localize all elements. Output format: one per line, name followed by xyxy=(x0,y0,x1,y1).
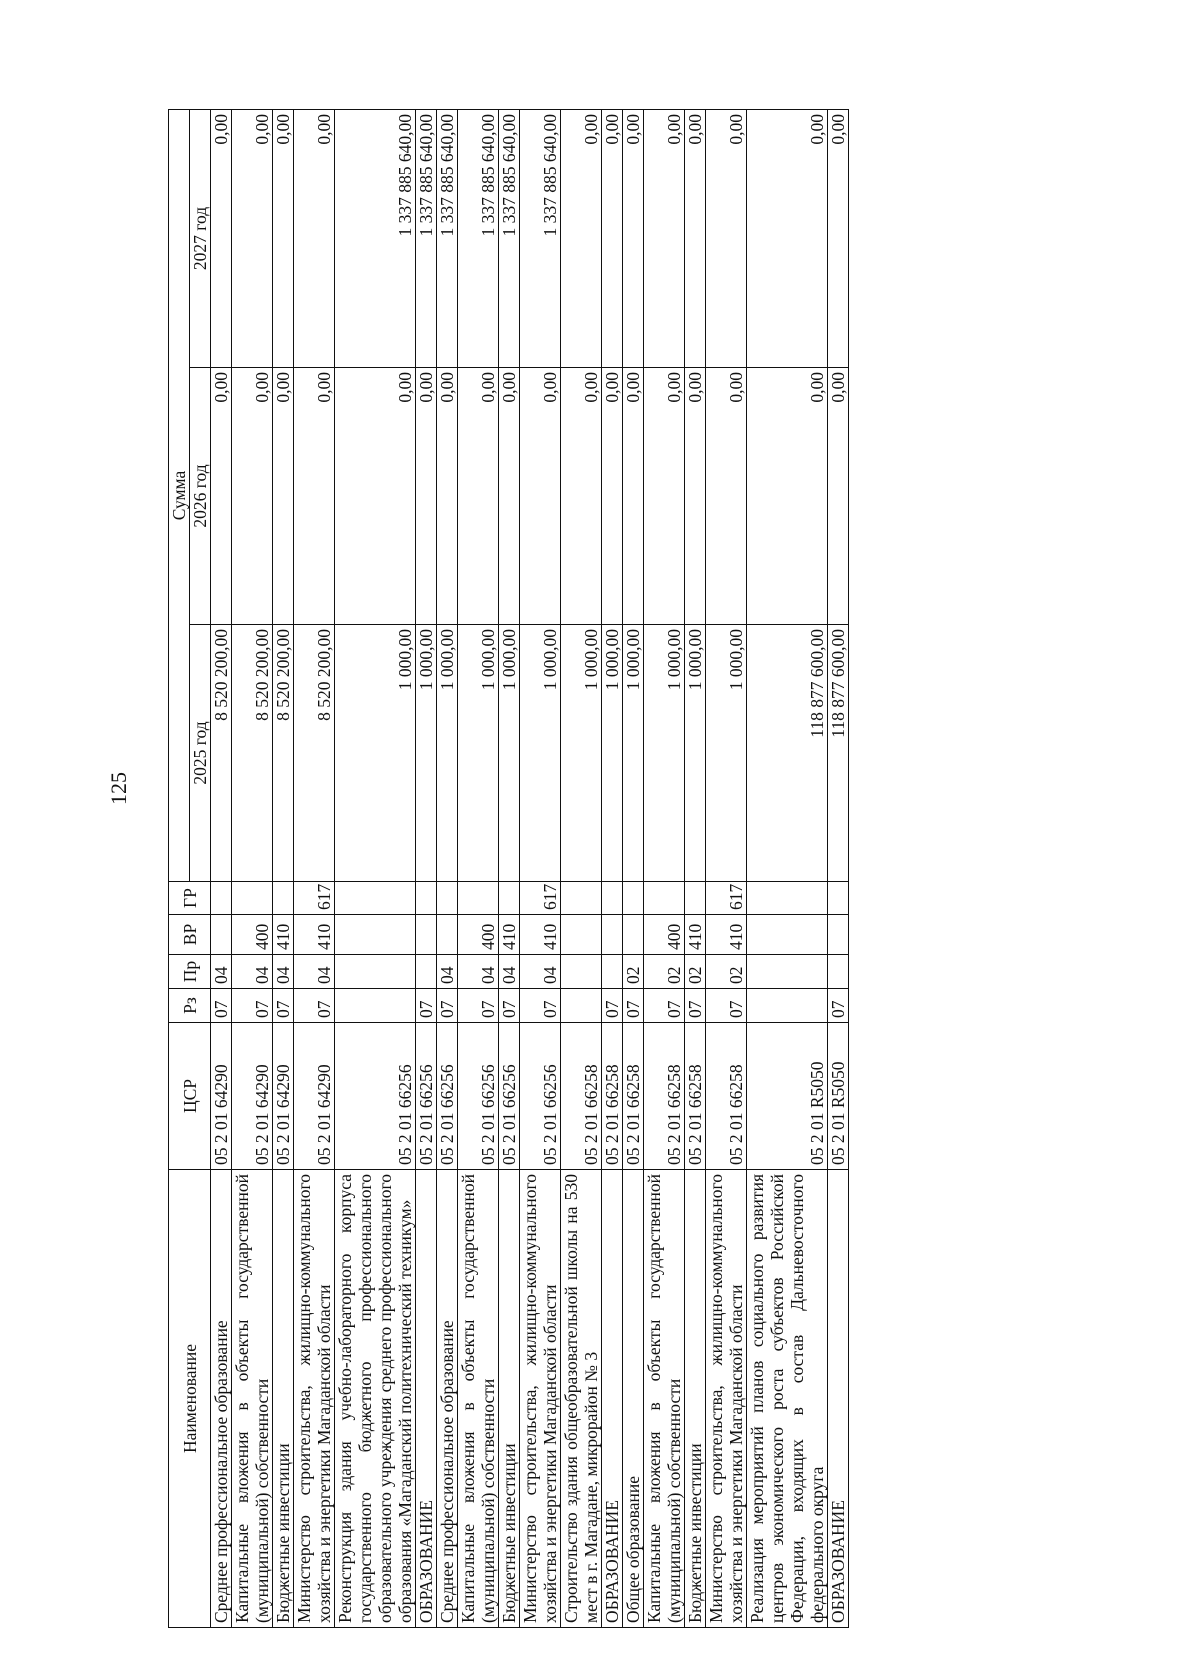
cell-pr xyxy=(828,955,849,989)
header-year-2027: 2027 год xyxy=(190,109,211,367)
cell-2026: 0,00 xyxy=(458,368,499,625)
cell-vr: 400 xyxy=(458,915,499,955)
cell-2026: 0,00 xyxy=(747,368,828,625)
cell-csr: 05 2 01 64290 xyxy=(273,1023,294,1170)
cell-pr: 02 xyxy=(644,955,685,989)
table-row xyxy=(294,109,335,1627)
cell-name: Реконструкция здания учебно-лабораторного корпуса государственного бюджетного профессионального образовательного учреждения среднего профессионального образования «Магаданский политехнический техникум» xyxy=(335,1170,416,1628)
cell-vr: 410 xyxy=(685,915,706,955)
cell-2027: 0,00 xyxy=(623,109,644,367)
cell-name: Среднее профессиональное образование xyxy=(437,1170,458,1628)
cell-rz xyxy=(747,989,828,1023)
cell-vr: 410 xyxy=(499,915,520,955)
cell-vr xyxy=(602,915,623,955)
cell-2027: 1 337 885 640,00 xyxy=(520,109,561,367)
cell-2027: 0,00 xyxy=(747,109,828,367)
cell-pr xyxy=(747,955,828,989)
cell-vr xyxy=(623,915,644,955)
cell-2026: 0,00 xyxy=(232,368,273,625)
table-row xyxy=(232,109,273,1627)
cell-csr: 05 2 01 64290 xyxy=(232,1023,273,1170)
cell-name: Министерство строительства, жилищно-коммунального хозяйства и энергетики Магаданской области xyxy=(294,1170,335,1628)
cell-rz: 07 xyxy=(602,989,623,1023)
cell-2027: 0,00 xyxy=(232,109,273,367)
cell-2027: 0,00 xyxy=(561,109,602,367)
cell-rz: 07 xyxy=(499,989,520,1023)
table-row xyxy=(828,109,849,1627)
cell-name: Строительство здания общеобразовательной школы на 530 мест в г. Магадане, микрорайон № 3 xyxy=(561,1170,602,1628)
header-rz: Рз xyxy=(169,989,211,1023)
table-row xyxy=(335,109,416,1627)
cell-vr: 410 xyxy=(520,915,561,955)
cell-2025: 1 000,00 xyxy=(416,625,437,882)
cell-2027: 1 337 885 640,00 xyxy=(499,109,520,367)
cell-gr xyxy=(273,882,294,915)
cell-vr xyxy=(437,915,458,955)
header-name: Наименование xyxy=(169,1170,211,1628)
cell-vr xyxy=(561,915,602,955)
cell-2027: 1 337 885 640,00 xyxy=(458,109,499,367)
table-row xyxy=(273,109,294,1627)
cell-2026: 0,00 xyxy=(623,368,644,625)
cell-gr xyxy=(416,882,437,915)
cell-pr: 04 xyxy=(211,955,232,989)
cell-2026: 0,00 xyxy=(294,368,335,625)
table-row xyxy=(602,109,623,1627)
cell-2025: 118 877 600,00 xyxy=(747,625,828,882)
cell-2026: 0,00 xyxy=(644,368,685,625)
cell-name: ОБРАЗОВАНИЕ xyxy=(416,1170,437,1628)
cell-csr: 05 2 01 R5050 xyxy=(828,1023,849,1170)
cell-csr: 05 2 01 66256 xyxy=(335,1023,416,1170)
cell-pr xyxy=(335,955,416,989)
cell-rz: 07 xyxy=(437,989,458,1023)
cell-csr: 05 2 01 66256 xyxy=(437,1023,458,1170)
cell-2027: 0,00 xyxy=(828,109,849,367)
cell-vr xyxy=(828,915,849,955)
cell-name: Бюджетные инвестиции xyxy=(273,1170,294,1628)
cell-csr: 05 2 01 66258 xyxy=(706,1023,747,1170)
cell-2025: 8 520 200,00 xyxy=(232,625,273,882)
cell-name: Капитальные вложения в объекты государственной (муниципальной) собственности xyxy=(644,1170,685,1628)
cell-2027: 1 337 885 640,00 xyxy=(335,109,416,367)
cell-pr: 04 xyxy=(294,955,335,989)
cell-gr xyxy=(561,882,602,915)
cell-gr xyxy=(623,882,644,915)
cell-csr: 05 2 01 64290 xyxy=(211,1023,232,1170)
cell-2026: 0,00 xyxy=(520,368,561,625)
cell-csr: 05 2 01 66258 xyxy=(561,1023,602,1170)
cell-name: Министерство строительства, жилищно-коммунального хозяйства и энергетики Магаданской области xyxy=(706,1170,747,1628)
cell-pr: 02 xyxy=(685,955,706,989)
cell-rz: 07 xyxy=(211,989,232,1023)
cell-pr: 04 xyxy=(232,955,273,989)
cell-2025: 1 000,00 xyxy=(520,625,561,882)
cell-vr xyxy=(747,915,828,955)
cell-csr: 05 2 01 66258 xyxy=(685,1023,706,1170)
page-number: 125 xyxy=(106,772,131,805)
table-body xyxy=(211,109,849,1627)
cell-csr: 05 2 01 66256 xyxy=(520,1023,561,1170)
cell-csr: 05 2 01 R5050 xyxy=(747,1023,828,1170)
cell-vr: 400 xyxy=(232,915,273,955)
cell-pr: 04 xyxy=(520,955,561,989)
cell-2025: 1 000,00 xyxy=(602,625,623,882)
cell-2026: 0,00 xyxy=(561,368,602,625)
cell-2027: 0,00 xyxy=(273,109,294,367)
cell-rz: 07 xyxy=(520,989,561,1023)
cell-2026: 0,00 xyxy=(685,368,706,625)
cell-name: Бюджетные инвестиции xyxy=(685,1170,706,1628)
cell-gr: 617 xyxy=(520,882,561,915)
cell-rz: 07 xyxy=(828,989,849,1023)
cell-rz xyxy=(335,989,416,1023)
cell-vr xyxy=(335,915,416,955)
cell-rz: 07 xyxy=(623,989,644,1023)
cell-pr: 02 xyxy=(706,955,747,989)
cell-2025: 1 000,00 xyxy=(685,625,706,882)
cell-gr: 617 xyxy=(294,882,335,915)
cell-2026: 0,00 xyxy=(437,368,458,625)
cell-rz: 07 xyxy=(644,989,685,1023)
cell-name: Бюджетные инвестиции xyxy=(499,1170,520,1628)
cell-2027: 0,00 xyxy=(706,109,747,367)
cell-2025: 1 000,00 xyxy=(644,625,685,882)
table-row xyxy=(437,109,458,1627)
header-pr: Пр xyxy=(169,955,211,989)
table-row xyxy=(685,109,706,1627)
cell-gr xyxy=(828,882,849,915)
cell-vr xyxy=(416,915,437,955)
cell-csr: 05 2 01 66258 xyxy=(623,1023,644,1170)
cell-rz: 07 xyxy=(294,989,335,1023)
cell-2026: 0,00 xyxy=(211,368,232,625)
cell-vr: 410 xyxy=(273,915,294,955)
cell-gr xyxy=(644,882,685,915)
cell-csr: 05 2 01 66256 xyxy=(416,1023,437,1170)
cell-name: Капитальные вложения в объекты государственной (муниципальной) собственности xyxy=(458,1170,499,1628)
cell-rz: 07 xyxy=(685,989,706,1023)
cell-2026: 0,00 xyxy=(602,368,623,625)
cell-2026: 0,00 xyxy=(499,368,520,625)
cell-2026: 0,00 xyxy=(828,368,849,625)
cell-2025: 8 520 200,00 xyxy=(273,625,294,882)
cell-rz: 07 xyxy=(458,989,499,1023)
cell-2025: 1 000,00 xyxy=(499,625,520,882)
cell-gr xyxy=(747,882,828,915)
cell-2025: 1 000,00 xyxy=(437,625,458,882)
cell-2027: 0,00 xyxy=(211,109,232,367)
cell-rz: 07 xyxy=(416,989,437,1023)
header-vr: ВР xyxy=(169,915,211,955)
cell-csr: 05 2 01 66256 xyxy=(499,1023,520,1170)
cell-gr xyxy=(685,882,706,915)
cell-gr xyxy=(437,882,458,915)
cell-pr: 04 xyxy=(437,955,458,989)
cell-rz: 07 xyxy=(706,989,747,1023)
cell-vr: 410 xyxy=(294,915,335,955)
table-row xyxy=(561,109,602,1627)
cell-pr xyxy=(602,955,623,989)
cell-gr xyxy=(211,882,232,915)
cell-name: Капитальные вложения в объекты государственной (муниципальной) собственности xyxy=(232,1170,273,1628)
cell-gr xyxy=(499,882,520,915)
cell-name: ОБРАЗОВАНИЕ xyxy=(828,1170,849,1628)
cell-2027: 0,00 xyxy=(294,109,335,367)
cell-vr: 410 xyxy=(706,915,747,955)
cell-name: Общее образование xyxy=(623,1170,644,1628)
cell-2025: 8 520 200,00 xyxy=(294,625,335,882)
table-row xyxy=(623,109,644,1627)
cell-gr xyxy=(232,882,273,915)
cell-2025: 1 000,00 xyxy=(623,625,644,882)
cell-pr: 04 xyxy=(273,955,294,989)
header-gr: ГР xyxy=(169,882,211,915)
cell-2027: 0,00 xyxy=(602,109,623,367)
table-row xyxy=(458,109,499,1627)
cell-rz: 07 xyxy=(273,989,294,1023)
cell-2027: 0,00 xyxy=(685,109,706,367)
header-sum: Сумма xyxy=(169,109,190,881)
cell-rz: 07 xyxy=(232,989,273,1023)
cell-gr xyxy=(602,882,623,915)
cell-pr xyxy=(416,955,437,989)
header-year-2026: 2026 год xyxy=(190,368,211,625)
cell-csr: 05 2 01 66256 xyxy=(458,1023,499,1170)
table-row xyxy=(520,109,561,1627)
cell-csr: 05 2 01 66258 xyxy=(644,1023,685,1170)
cell-vr: 400 xyxy=(644,915,685,955)
cell-gr xyxy=(335,882,416,915)
budget-table xyxy=(168,109,849,1628)
table-row xyxy=(416,109,437,1627)
cell-2026: 0,00 xyxy=(335,368,416,625)
header-year-2025: 2025 год xyxy=(190,625,211,882)
cell-rz xyxy=(561,989,602,1023)
cell-2025: 1 000,00 xyxy=(706,625,747,882)
cell-pr: 04 xyxy=(499,955,520,989)
cell-2026: 0,00 xyxy=(416,368,437,625)
table-row xyxy=(706,109,747,1627)
cell-2025: 1 000,00 xyxy=(335,625,416,882)
header-csr: ЦСР xyxy=(169,1023,211,1170)
cell-2027: 0,00 xyxy=(644,109,685,367)
cell-2025: 118 877 600,00 xyxy=(828,625,849,882)
cell-pr xyxy=(561,955,602,989)
cell-gr: 617 xyxy=(706,882,747,915)
cell-name: Министерство строительства, жилищно-коммунального хозяйства и энергетики Магаданской области xyxy=(520,1170,561,1628)
cell-name: Среднее профессиональное образование xyxy=(211,1170,232,1628)
cell-2025: 8 520 200,00 xyxy=(211,625,232,882)
cell-gr xyxy=(458,882,499,915)
header-row-top xyxy=(169,109,190,1627)
cell-2025: 1 000,00 xyxy=(458,625,499,882)
rotated-page-content xyxy=(168,110,1030,1628)
cell-vr xyxy=(211,915,232,955)
cell-name: ОБРАЗОВАНИЕ xyxy=(602,1170,623,1628)
cell-name: Реализация мероприятий планов социального развития центров экономического роста субъектов Российской Федерации, входящих в состав Дальневосточного федерального округа xyxy=(747,1170,828,1628)
cell-2026: 0,00 xyxy=(273,368,294,625)
table-row xyxy=(747,109,828,1627)
cell-csr: 05 2 01 66258 xyxy=(602,1023,623,1170)
cell-2027: 1 337 885 640,00 xyxy=(416,109,437,367)
cell-pr: 02 xyxy=(623,955,644,989)
table-row xyxy=(644,109,685,1627)
cell-csr: 05 2 01 64290 xyxy=(294,1023,335,1170)
table-row xyxy=(499,109,520,1627)
table-row xyxy=(211,109,232,1627)
cell-2027: 1 337 885 640,00 xyxy=(437,109,458,367)
cell-2026: 0,00 xyxy=(706,368,747,625)
cell-2025: 1 000,00 xyxy=(561,625,602,882)
cell-pr: 04 xyxy=(458,955,499,989)
